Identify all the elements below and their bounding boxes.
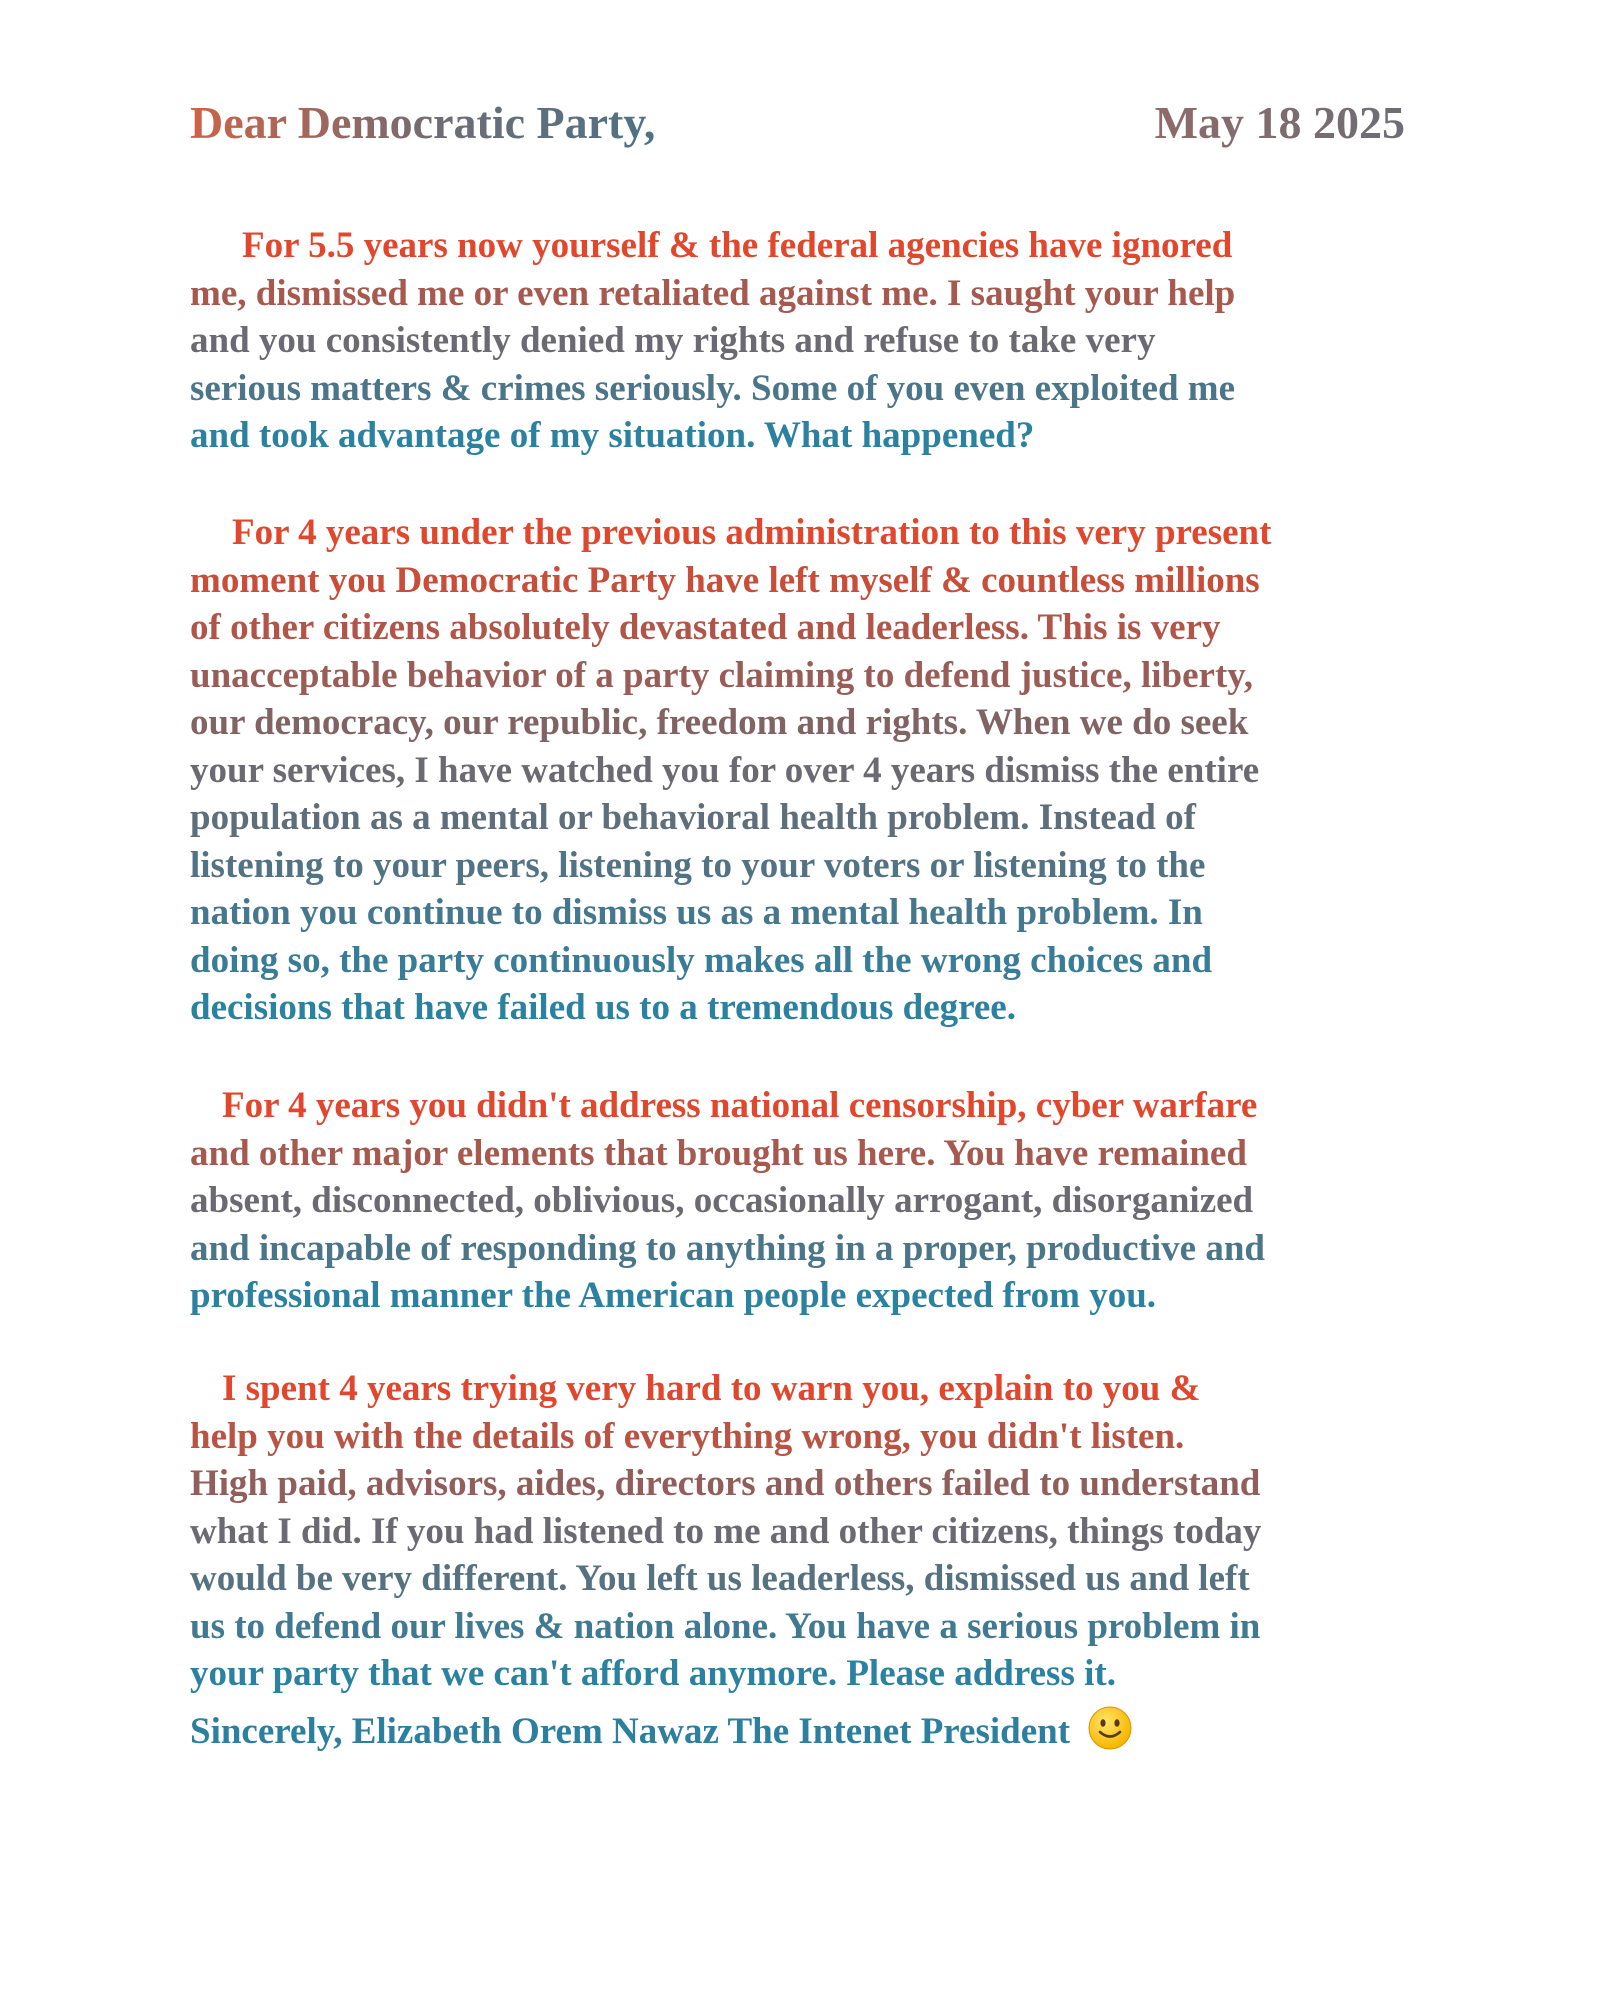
paragraph-line: would be very different. You left us leaderless, dismissed us and left <box>190 1558 1250 1599</box>
paragraph-line: For 4 years you didn't address national censorship, cyber warfare <box>222 1085 1258 1126</box>
smiley-face-icon <box>1087 1705 1133 1751</box>
paragraph-line: and incapable of responding to anything in a proper, productive and <box>190 1227 1265 1269</box>
paragraph-line: and you consistently denied my rights and refuse to take very <box>190 320 1156 361</box>
paragraph-line: absent, disconnected, oblivious, occasionally arrogant, disorganized <box>190 1180 1254 1221</box>
paragraph-line: High paid, advisors, aides, directors and others failed to understand <box>190 1463 1261 1504</box>
paragraph-line: decisions that have failed us to a tremendous degree. <box>190 987 1016 1028</box>
paragraph-line: moment you Democratic Party have left myself & countless millions <box>190 559 1260 601</box>
paragraph-1 <box>190 222 1420 460</box>
paragraph-line: and took advantage of my situation. What happened? <box>190 415 1035 456</box>
paragraph-line: doing so, the party continuously makes all the wrong choices and <box>190 939 1213 981</box>
paragraph-4 <box>190 1365 1420 1698</box>
paragraph-line: For 5.5 years now yourself & the federal agencies have ignored <box>242 225 1233 266</box>
paragraph-line: For 4 years under the previous administration to this very present <box>232 512 1272 553</box>
paragraph-line: your services, I have watched you for over 4 years dismiss the entire <box>190 749 1260 791</box>
paragraph-line: nation you continue to dismiss us as a mental health problem. In <box>190 892 1203 933</box>
paragraph-line: of other citizens absolutely devastated and leaderless. This is very <box>190 607 1221 648</box>
letter-date: May 18 2025 <box>1155 92 1405 154</box>
paragraph-line: professional manner the American people expected from you. <box>190 1275 1157 1316</box>
paragraph-3 <box>190 1082 1420 1320</box>
paragraph-line: your party that we can't afford anymore. Please address it. <box>190 1653 1116 1694</box>
paragraph-line: serious matters & crimes seriously. Some of you even exploited me <box>190 367 1236 409</box>
paragraph-line: what I did. If you had listened to me and other citizens, things today <box>190 1510 1262 1552</box>
paragraph-2 <box>190 509 1420 1032</box>
signature-text: Sincerely, Elizabeth Orem Nawaz The Intenet President <box>190 1711 1071 1752</box>
letter-header <box>190 92 1405 162</box>
paragraph-line: our democracy, our republic, freedom and rights. When we do seek <box>190 702 1249 743</box>
paragraph-line: listening to your peers, listening to your voters or listening to the <box>190 844 1206 886</box>
paragraph-line: I spent 4 years trying very hard to warn you, explain to you & <box>222 1368 1201 1409</box>
signature <box>190 1705 1133 1759</box>
paragraph-line: me, dismissed me or even retaliated against me. I saught your help <box>190 272 1236 314</box>
paragraph-line: us to defend our lives & nation alone. You have a serious problem in <box>190 1605 1261 1647</box>
paragraph-line: population as a mental or behavioral health problem. Instead of <box>190 797 1196 838</box>
salutation: Dear Democratic Party, <box>190 92 655 154</box>
paragraph-line: and other major elements that brought us here. You have remained <box>190 1132 1247 1174</box>
paragraph-line: unacceptable behavior of a party claiming to defend justice, liberty, <box>190 654 1253 696</box>
paragraph-line: help you with the details of everything wrong, you didn't listen. <box>190 1415 1185 1457</box>
